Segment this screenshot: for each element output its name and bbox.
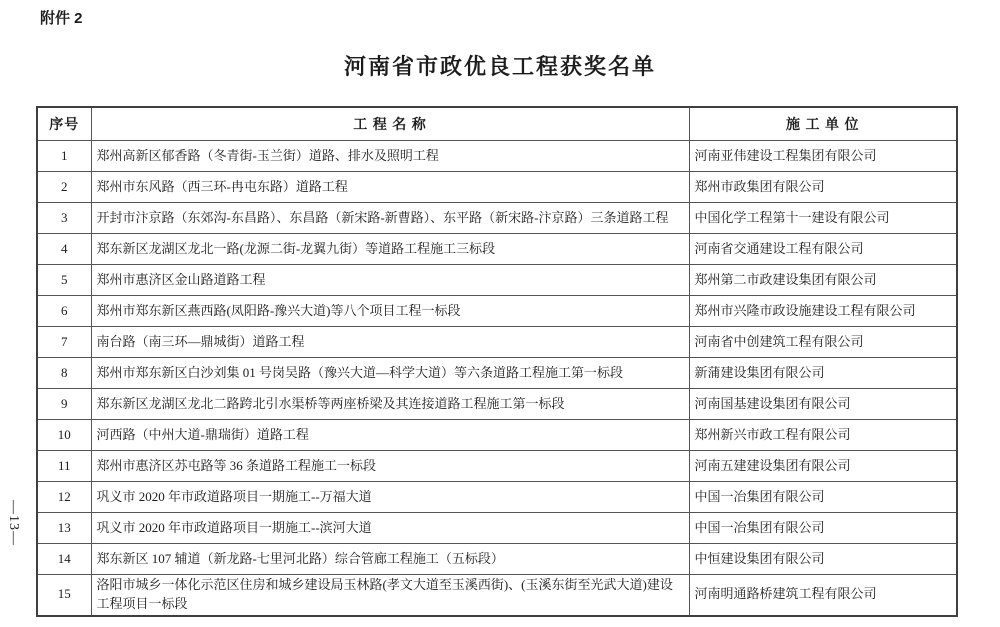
row-serial-number: 11 [37, 451, 91, 482]
row-construction-unit: 中国一冶集团有限公司 [689, 482, 957, 513]
award-table [36, 106, 958, 617]
row-construction-unit: 郑州新兴市政工程有限公司 [689, 420, 957, 451]
row-project-name: 开封市汴京路（东郊沟-东昌路）、东昌路（新宋路-新曹路）、东平路（新宋路-汴京路）三条道路工程 [91, 203, 689, 234]
table-row [37, 296, 957, 327]
row-construction-unit: 新蒲建设集团有限公司 [689, 358, 957, 389]
row-serial-number: 3 [37, 203, 91, 234]
row-serial-number: 6 [37, 296, 91, 327]
row-project-name: 郑东新区龙湖区龙北一路(龙源二街-龙翼九街）等道路工程施工三标段 [91, 234, 689, 265]
table-row [37, 389, 957, 420]
row-construction-unit: 河南省交通建设工程有限公司 [689, 234, 957, 265]
header-project-name: 工 程 名 称 [91, 107, 689, 141]
table-body [37, 141, 957, 616]
row-project-name: 郑州高新区郁香路（冬青街-玉兰街）道路、排水及照明工程 [91, 141, 689, 172]
row-project-name: 巩义市 2020 年市政道路项目一期施工--滨河大道 [91, 513, 689, 544]
header-construction-unit: 施 工 单 位 [689, 107, 957, 141]
row-construction-unit: 河南国基建设集团有限公司 [689, 389, 957, 420]
row-project-name: 巩义市 2020 年市政道路项目一期施工--万福大道 [91, 482, 689, 513]
row-serial-number: 7 [37, 327, 91, 358]
table-row [37, 141, 957, 172]
row-serial-number: 5 [37, 265, 91, 296]
row-project-name: 河西路（中州大道-鼎瑞街）道路工程 [91, 420, 689, 451]
row-serial-number: 9 [37, 389, 91, 420]
row-project-name: 郑州市惠济区苏屯路等 36 条道路工程施工一标段 [91, 451, 689, 482]
row-project-name: 郑州市郑东新区燕西路(凤阳路-豫兴大道)等八个项目工程一标段 [91, 296, 689, 327]
table-row [37, 172, 957, 203]
header-serial-number: 序号 [37, 107, 91, 141]
table-row [37, 203, 957, 234]
row-construction-unit: 河南亚伟建设工程集团有限公司 [689, 141, 957, 172]
table-row [37, 327, 957, 358]
table-row [37, 482, 957, 513]
row-construction-unit: 郑州市政集团有限公司 [689, 172, 957, 203]
row-serial-number: 4 [37, 234, 91, 265]
row-construction-unit: 郑州第二市政建设集团有限公司 [689, 265, 957, 296]
table-row [37, 358, 957, 389]
row-serial-number: 12 [37, 482, 91, 513]
row-serial-number: 15 [37, 575, 91, 616]
row-construction-unit: 中恒建设集团有限公司 [689, 544, 957, 575]
table-row [37, 544, 957, 575]
row-project-name: 郑东新区 107 辅道（新龙路-七里河北路）综合管廊工程施工（五标段） [91, 544, 689, 575]
row-construction-unit: 河南明通路桥建筑工程有限公司 [689, 575, 957, 616]
table-header [37, 107, 957, 141]
row-project-name: 郑东新区龙湖区龙北二路跨北引水渠桥等两座桥梁及其连接道路工程施工第一标段 [91, 389, 689, 420]
page-number: —13— [6, 500, 21, 546]
row-serial-number: 8 [37, 358, 91, 389]
row-serial-number: 1 [37, 141, 91, 172]
header-row [37, 107, 957, 141]
row-serial-number: 10 [37, 420, 91, 451]
row-project-name: 郑州市郑东新区白沙刘集 01 号岗吴路（豫兴大道—科学大道）等六条道路工程施工第一标段 [91, 358, 689, 389]
table-row [37, 420, 957, 451]
row-construction-unit: 中国化学工程第十一建设有限公司 [689, 203, 957, 234]
table-row [37, 265, 957, 296]
row-construction-unit: 河南省中创建筑工程有限公司 [689, 327, 957, 358]
row-serial-number: 13 [37, 513, 91, 544]
row-project-name: 洛阳市城乡一体化示范区住房和城乡建设局玉林路(孝文大道至玉溪西街)、(玉溪东街至光武大道)建设工程项目一标段 [91, 575, 689, 616]
row-project-name: 南台路（南三环—鼎城街）道路工程 [91, 327, 689, 358]
table-row [37, 575, 957, 616]
attachment-label: 附件 2 [40, 10, 83, 27]
row-serial-number: 2 [37, 172, 91, 203]
table-row [37, 451, 957, 482]
row-construction-unit: 河南五建建设集团有限公司 [689, 451, 957, 482]
row-construction-unit: 中国一冶集团有限公司 [689, 513, 957, 544]
row-construction-unit: 郑州市兴隆市政设施建设工程有限公司 [689, 296, 957, 327]
row-project-name: 郑州市东风路（西三环-冉屯东路）道路工程 [91, 172, 689, 203]
page-title: 河南省市政优良工程获奖名单 [343, 54, 656, 79]
row-project-name: 郑州市惠济区金山路道路工程 [91, 265, 689, 296]
table-row [37, 234, 957, 265]
table-row [37, 513, 957, 544]
row-serial-number: 14 [37, 544, 91, 575]
